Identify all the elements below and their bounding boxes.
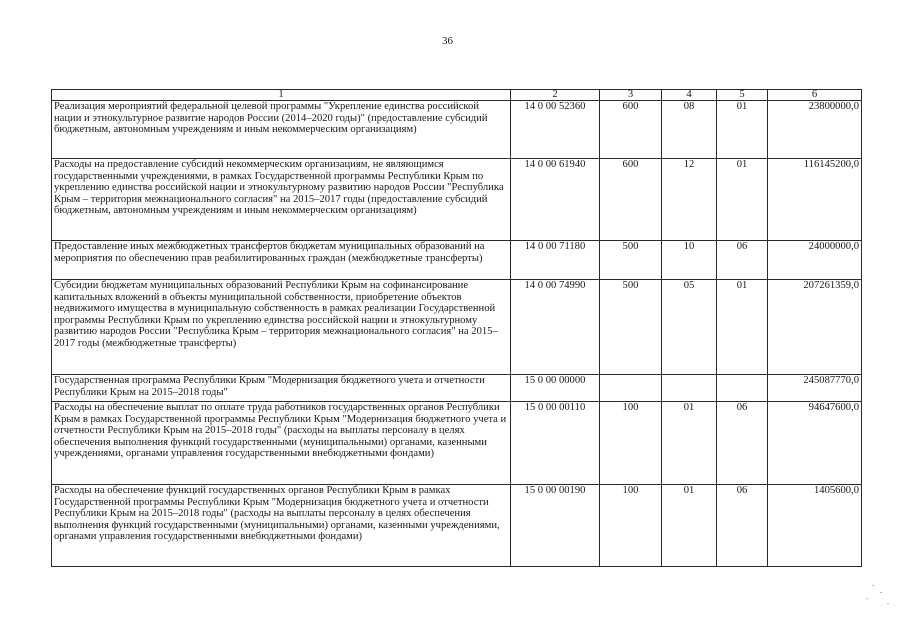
table-row (52, 485, 862, 567)
column-header: 2 (511, 90, 600, 101)
target-article-code: 15 0 00 00190 (511, 485, 600, 567)
page-number: 36 (442, 35, 453, 47)
subsection-code: 06 (717, 402, 768, 485)
section-code (662, 375, 717, 402)
amount-cell: 1405600,0 (768, 485, 862, 567)
amount-cell: 116145200,0 (768, 159, 862, 241)
target-article-code: 15 0 00 00000 (511, 375, 600, 402)
row-description: Государственная программа Республики Крым "Модернизация бюджетного учета и отчетности Республики Крым на 2015–2018 годы" (52, 375, 511, 402)
column-header: 6 (768, 90, 862, 101)
expense-type-code (600, 375, 662, 402)
scan-speck (866, 598, 868, 599)
expense-type-code: 600 (600, 101, 662, 159)
table-header-row (52, 90, 862, 101)
target-article-code: 14 0 00 61940 (511, 159, 600, 241)
column-header: 5 (717, 90, 768, 101)
subsection-code: 01 (717, 159, 768, 241)
subsection-code: 06 (717, 241, 768, 280)
expense-type-code: 100 (600, 485, 662, 567)
section-code: 05 (662, 280, 717, 375)
section-code: 01 (662, 485, 717, 567)
row-description: Предоставление иных межбюджетных трансфертов бюджетам муниципальных образований на мероприятия по обеспечению прав реабилитированных граждан (межбюджетные трансферты) (52, 241, 511, 280)
table-row (52, 159, 862, 241)
subsection-code: 01 (717, 280, 768, 375)
row-description: Реализация мероприятий федеральной целевой программы "Укрепление единства российской нации и этнокультурное развитие народов России (2014–2020 годы)" (предоставление субсидий бюджетным, автономным учреждениям и иным некоммерческим организациям) (52, 101, 511, 159)
amount-cell: 94647600,0 (768, 402, 862, 485)
amount-cell: 207261359,0 (768, 280, 862, 375)
expense-type-code: 600 (600, 159, 662, 241)
table-row (52, 402, 862, 485)
amount-cell: 245087770,0 (768, 375, 862, 402)
section-code: 01 (662, 402, 717, 485)
table-row (52, 375, 862, 402)
scan-speck (872, 585, 874, 586)
table-row (52, 280, 862, 375)
subsection-code: 06 (717, 485, 768, 567)
section-code: 08 (662, 101, 717, 159)
column-header: 4 (662, 90, 717, 101)
column-header: 1 (52, 90, 511, 101)
amount-cell: 24000000,0 (768, 241, 862, 280)
expense-type-code: 500 (600, 241, 662, 280)
subsection-code (717, 375, 768, 402)
amount-cell: 23800000,0 (768, 101, 862, 159)
table-row (52, 241, 862, 280)
column-header: 3 (600, 90, 662, 101)
section-code: 12 (662, 159, 717, 241)
scan-speck (887, 603, 889, 604)
row-description: Субсидии бюджетам муниципальных образований Республики Крым на софинансирование капитальных вложений в объекты муниципальной собственности, приобретение объектов недвижимого имущества в муниципальную собственность в рамках реализации Государственной программы Республики Крым по укреплению единства российской нации и этнокультурному развитию народов России "Республика Крым – территория межнационального согласия" на 2015–2017 годы (межбюджетные трансферты) (52, 280, 511, 375)
target-article-code: 15 0 00 00110 (511, 402, 600, 485)
budget-table (51, 89, 862, 567)
section-code: 10 (662, 241, 717, 280)
target-article-code: 14 0 00 52360 (511, 101, 600, 159)
expense-type-code: 100 (600, 402, 662, 485)
row-description: Расходы на обеспечение выплат по оплате труда работников государственных органов Республики Крым в рамках Государственной программы Республики Крым "Модернизация бюджетного учета и отчетности Республики Крым на 2015–2018 годы" (расходы на выплаты персоналу в целях обеспечения выполнения функций государственными (муниципальными) органами, казенными учреждениями, органами управления государственными внебюджетными фондами) (52, 402, 511, 485)
row-description: Расходы на обеспечение функций государственных органов Республики Крым в рамках Государственной программы Республики Крым "Модернизация бюджетного учета и отчетности Республики Крым на 2015–2018 годы" (расходы на выплаты персоналу в целях обеспечения выполнения функций государственными (муниципальными) органами, казенными учреждениями, органами управления государственными внебюджетными фондами) (52, 485, 511, 567)
expense-type-code: 500 (600, 280, 662, 375)
subsection-code: 01 (717, 101, 768, 159)
target-article-code: 14 0 00 74990 (511, 280, 600, 375)
scan-speck (880, 592, 882, 593)
target-article-code: 14 0 00 71180 (511, 241, 600, 280)
row-description: Расходы на предоставление субсидий некоммерческим организациям, не являющимся государственными учреждениями, в рамках Государственной программы Республики Крым по укреплению единства российской нации и этнокультурному развитию народов России "Республика Крым – территория межнационального согласия" на 2015–2017 годы (предоставление субсидий бюджетным, автономным учреждениям и иным некоммерческим организациям) (52, 159, 511, 241)
table-row (52, 101, 862, 159)
